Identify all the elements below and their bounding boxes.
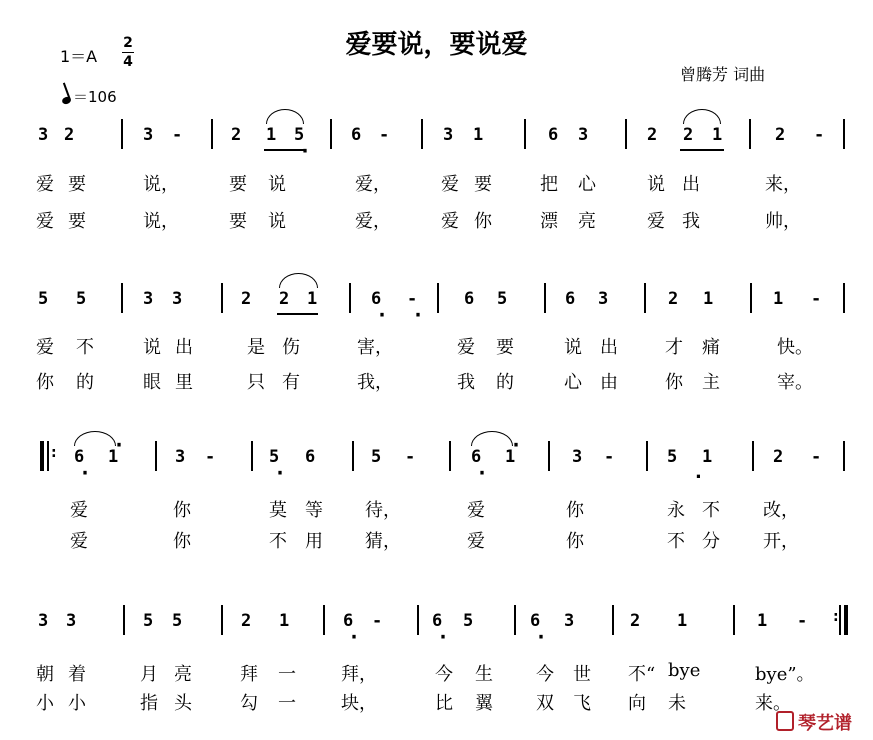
notation-note: 2 [647, 125, 658, 145]
notation-note: 3 [598, 289, 609, 309]
tempo-marking [62, 86, 117, 107]
lyric-1: 今 [536, 664, 554, 685]
augment-dot: . [695, 462, 702, 483]
repeat-dots: : [51, 445, 57, 461]
lyric-1: 说 [647, 174, 665, 195]
notation-note: 5 [497, 289, 508, 309]
lyric-1: 不 [702, 500, 720, 521]
bar-line [221, 605, 223, 635]
lyric-2: 说， [143, 211, 179, 232]
lyric-2: 眼 [143, 372, 161, 393]
lyric-1: 把 [540, 174, 558, 195]
lyric-2: 由 [600, 372, 618, 393]
lyric-1: 月 [140, 664, 158, 685]
lyric-1: 今 [435, 664, 453, 685]
lyric-2: 用 [305, 531, 323, 552]
lyric-2: 你 [36, 372, 54, 393]
bar-line [437, 283, 439, 313]
repeat-start-thin [47, 441, 49, 471]
lyric-2: 未 [668, 693, 686, 714]
lyric-2: 来。 [755, 693, 791, 714]
bar-line [752, 441, 754, 471]
notation-note: 2 [630, 611, 641, 631]
lyric-2: 小 [68, 693, 86, 714]
notation-note: - · [407, 289, 417, 309]
bar-line [421, 119, 423, 149]
bar-line [646, 441, 648, 471]
tie-arc [74, 431, 116, 446]
bar-line [349, 283, 351, 313]
lyric-1: 出 [600, 337, 618, 358]
lyric-2: 只 [247, 372, 265, 393]
repeat-start-thick [40, 441, 44, 471]
lyric-1: 朝 [36, 664, 54, 685]
notation-note: 2 [241, 611, 252, 631]
tie-arc [683, 109, 721, 124]
lyric-2: 我 [682, 211, 700, 232]
lyric-2: 双 [536, 693, 554, 714]
notation-note: - [172, 125, 183, 145]
notation-note: - [811, 289, 822, 309]
notation-note: 5 [38, 289, 49, 309]
notation-note: 5 [143, 611, 154, 631]
notation-note: 5 [76, 289, 87, 309]
lyric-2: 你 [566, 531, 584, 552]
notation-note: 6 · [471, 447, 481, 467]
notation-note: · 1 [505, 447, 515, 467]
lyric-1: 害， [357, 337, 393, 358]
lyric-2: 帅， [765, 211, 801, 232]
notation-note: 5 [463, 611, 474, 631]
notation-note: 6 [351, 125, 362, 145]
lyric-1: 伤 [282, 337, 300, 358]
lyric-1: 世 [573, 664, 591, 685]
notation-note: 3 [38, 611, 49, 631]
notation-note: 3 [66, 611, 77, 631]
lyric-1: 要 [496, 337, 514, 358]
notation-note: 2 [668, 289, 679, 309]
notation-note: 3 [572, 447, 583, 467]
notation-note: 2 [683, 125, 694, 145]
lyric-1: 出 [682, 174, 700, 195]
notation-note: 1 [702, 447, 713, 467]
lyric-1: 拜 [240, 664, 258, 685]
lyric-1: 爱 [441, 174, 459, 195]
lyric-1: 要 [474, 174, 492, 195]
bar-line [843, 119, 845, 149]
lyric-1: 来， [765, 174, 801, 195]
notation-note: 2 [231, 125, 242, 145]
lyric-1: 出 [175, 337, 193, 358]
bar-line [123, 605, 125, 635]
lyric-1: 才 [665, 337, 683, 358]
lyric-1: bye”。 [755, 664, 815, 685]
notation-note: 6 · [432, 611, 442, 631]
note-underline [277, 313, 318, 315]
lyric-2: 开， [763, 531, 799, 552]
lyric-2: 爱 [467, 531, 485, 552]
lyric-1: 不“ [628, 664, 656, 685]
author-credit: 曾腾芳 词曲 [680, 65, 766, 84]
bar-line [155, 441, 157, 471]
lyric-2: 你 [474, 211, 492, 232]
notation-note: 6 · [530, 611, 540, 631]
lyric-1: 一 [278, 664, 296, 685]
lyric-2: 说 [268, 211, 286, 232]
lyric-1: 你 [173, 500, 191, 521]
lyric-2: 头 [174, 693, 192, 714]
lyric-2: 心 [564, 372, 582, 393]
lyric-1: 心 [578, 174, 596, 195]
bar-line [612, 605, 614, 635]
lyric-2: 不 [269, 531, 287, 552]
notation-note: 6 · [343, 611, 353, 631]
lyric-2: 你 [173, 531, 191, 552]
bar-line [548, 441, 550, 471]
notation-note: 5 · [294, 125, 304, 145]
lyric-1: 说 [268, 174, 286, 195]
notation-note: 3 [578, 125, 589, 145]
lyric-2: 的 [76, 372, 94, 393]
notation-note: 3 [38, 125, 49, 145]
bar-line [323, 605, 325, 635]
notation-note: 1 [266, 125, 277, 145]
notation-note: 6 [464, 289, 475, 309]
lyric-1: 要 [68, 174, 86, 195]
lyric-1: 等 [305, 500, 323, 521]
lyric-1: 着 [68, 664, 86, 685]
notation-note: 6 [305, 447, 316, 467]
tempo-value: ＝106 [73, 88, 117, 106]
lyric-2: 勾 [240, 693, 258, 714]
notation-note: - [372, 611, 383, 631]
notation-note: 3 [143, 125, 154, 145]
notation-note: 2 [775, 125, 786, 145]
tie-arc [279, 273, 318, 288]
lyric-1: 爱 [36, 337, 54, 358]
lyric-2: 主 [702, 372, 720, 393]
lyric-2: 爱 [36, 211, 54, 232]
notation-note: 1 [712, 125, 723, 145]
notation-note: 1 [279, 611, 290, 631]
bar-line [750, 283, 752, 313]
notation-note: 2 [279, 289, 290, 309]
notation-note: 1 [703, 289, 714, 309]
lyric-2: 飞 [573, 693, 591, 714]
bar-line [524, 119, 526, 149]
notation-note: 2 [64, 125, 75, 145]
notation-note: 5 [172, 611, 183, 631]
bar-line [625, 119, 627, 149]
lyric-2: 里 [175, 372, 193, 393]
quarter-note-icon [61, 96, 72, 106]
logo-text: 琴艺谱 [798, 713, 852, 734]
lyric-1: 不 [76, 337, 94, 358]
site-logo [776, 709, 852, 735]
lyric-2: 我 [457, 372, 475, 393]
notation-note: - [405, 447, 416, 467]
lyric-1: 说， [143, 174, 179, 195]
lyric-1: 亮 [174, 664, 192, 685]
notation-note: - [797, 611, 808, 631]
notation-note: 6 · [74, 447, 84, 467]
bar-line [514, 605, 516, 635]
lyric-2: 我， [357, 372, 393, 393]
tie-arc [266, 109, 304, 124]
lyric-1: 莫 [269, 500, 287, 521]
notation-note: 6 [548, 125, 559, 145]
logo-icon [776, 711, 794, 731]
lyric-1: 拜， [341, 664, 377, 685]
bar-line [544, 283, 546, 313]
repeat-dots: : [833, 609, 839, 625]
lyric-2: 翼 [475, 693, 493, 714]
time-signature [122, 34, 134, 71]
lyric-2: 小 [36, 693, 54, 714]
bar-line [221, 283, 223, 313]
bar-line [352, 441, 354, 471]
lyric-1: 说 [143, 337, 161, 358]
bar-line [749, 119, 751, 149]
lyric-1: 爱 [467, 500, 485, 521]
notation-note: 1 [677, 611, 688, 631]
notation-note: 5 [371, 447, 382, 467]
bar-line [644, 283, 646, 313]
lyric-1: 改， [763, 500, 799, 521]
notation-note: 3 [143, 289, 154, 309]
bar-line [417, 605, 419, 635]
bar-line [121, 283, 123, 313]
notation-note: 1 [307, 289, 318, 309]
lyric-2: 猜， [365, 531, 401, 552]
notation-note: 2 [241, 289, 252, 309]
bar-line [843, 283, 845, 313]
lyric-2: 指 [140, 693, 158, 714]
lyric-2: 向 [628, 693, 646, 714]
notation-note: 1 [473, 125, 484, 145]
lyric-2: 宰。 [777, 372, 813, 393]
repeat-end-thick [844, 605, 848, 635]
bar-line [843, 441, 845, 471]
notation-note: 1 [757, 611, 768, 631]
notation-note: 6 · [371, 289, 381, 309]
lyric-1: 永 [667, 500, 685, 521]
lyric-1: 说 [564, 337, 582, 358]
lyric-2: 的 [496, 372, 514, 393]
note-underline [264, 149, 305, 151]
lyric-2: 亮 [578, 211, 596, 232]
bar-line [733, 605, 735, 635]
notation-note: 3 [175, 447, 186, 467]
lyric-1: 待， [365, 500, 401, 521]
lyric-2: 要 [229, 211, 247, 232]
time-sig-bottom: 4 [123, 54, 133, 70]
lyric-1: 快。 [777, 337, 813, 358]
tie-arc [471, 431, 513, 446]
lyric-2: 爱， [355, 211, 391, 232]
song-title: 爱要说，要说爱 [345, 30, 528, 60]
lyric-1: 要 [229, 174, 247, 195]
lyric-2: 块， [341, 693, 377, 714]
lyric-1: 生 [475, 664, 493, 685]
notation-note: 5 [667, 447, 678, 467]
lyric-1: bye [668, 660, 701, 681]
lyric-2: 不 [667, 531, 685, 552]
lyric-1: 你 [566, 500, 584, 521]
notation-note: 1 [773, 289, 784, 309]
notation-note: 2 [773, 447, 784, 467]
bar-line [121, 119, 123, 149]
notation-note: 3 [564, 611, 575, 631]
lyric-1: 爱 [70, 500, 88, 521]
lyric-2: 有 [282, 372, 300, 393]
notation-note: - [814, 125, 825, 145]
time-sig-top: 2 [123, 35, 133, 51]
lyric-2: 爱 [441, 211, 459, 232]
lyric-2: 爱 [70, 531, 88, 552]
notation-note: 3 [443, 125, 454, 145]
bar-line [330, 119, 332, 149]
lyric-2: 你 [665, 372, 683, 393]
notation-note: - [379, 125, 390, 145]
notation-note: - [604, 447, 615, 467]
lyric-2: 比 [435, 693, 453, 714]
notation-note: 6 [565, 289, 576, 309]
key-signature: 1＝A [60, 47, 98, 66]
lyric-2: 要 [68, 211, 86, 232]
note-underline [680, 149, 724, 151]
notation-note: 3 [172, 289, 183, 309]
lyric-2: 漂 [540, 211, 558, 232]
lyric-1: 是 [247, 337, 265, 358]
lyric-1: 痛 [702, 337, 720, 358]
lyric-2: 一 [278, 693, 296, 714]
lyric-1: 爱 [457, 337, 475, 358]
notation-note: - [205, 447, 216, 467]
repeat-end-thin [839, 605, 841, 635]
notation-note: · 1 [108, 447, 118, 467]
bar-line [251, 441, 253, 471]
bar-line [211, 119, 213, 149]
lyric-2: 爱 [647, 211, 665, 232]
lyric-1: 爱， [355, 174, 391, 195]
lyric-1: 爱 [36, 174, 54, 195]
notation-note: 5 · [269, 447, 279, 467]
lyric-2: 分 [702, 531, 720, 552]
notation-note: - [811, 447, 822, 467]
bar-line [449, 441, 451, 471]
